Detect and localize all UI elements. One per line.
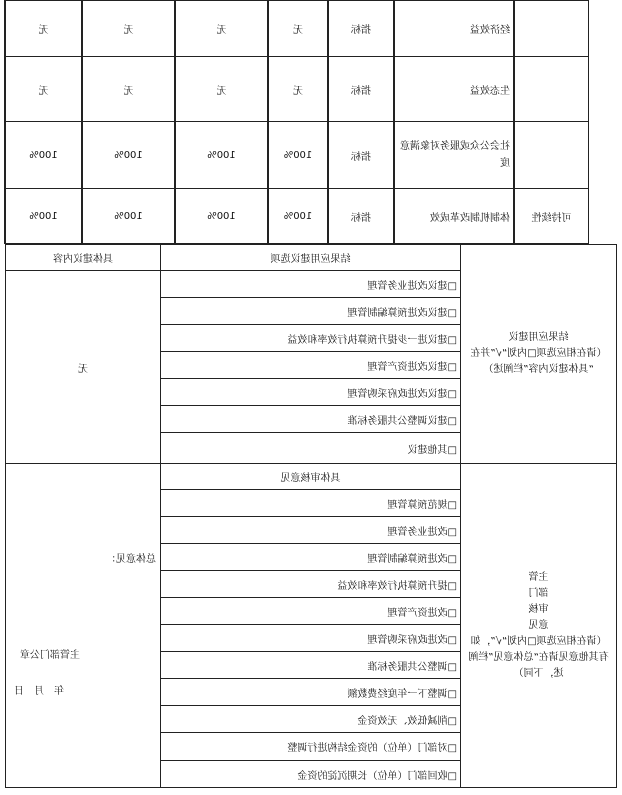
review-instruction: （请在相应选项□内划“√”，如 <box>470 635 607 647</box>
side-label: 可持续性 <box>514 188 589 244</box>
seal-label: 主管部门公章 <box>20 650 80 661</box>
divider <box>589 188 622 189</box>
date-label: 年 月 日 <box>14 686 64 697</box>
indicator-value: 100% <box>82 121 175 189</box>
review-option: □改进资产管理 <box>160 597 461 625</box>
indicator-value: 100% <box>268 121 328 189</box>
side-blank <box>514 56 589 122</box>
indicator-value: 100% <box>5 121 82 189</box>
indicator-unit: 指标 <box>328 56 394 122</box>
review-option: □调整公共服务标准 <box>160 651 461 679</box>
result-content-header: 具体建议内容 <box>5 244 161 271</box>
indicator-value: 无 <box>5 0 82 57</box>
review-option: □削减低效、无效资金 <box>160 705 461 733</box>
performance-indicator-table <box>0 0 622 244</box>
indicator-value: 无 <box>175 0 268 57</box>
result-option: □建议进一步提升预算执行效率和效益 <box>160 324 461 352</box>
review-title-line: 意见 <box>528 619 549 631</box>
result-application-section <box>5 244 617 464</box>
result-option: □建议改进业务管理 <box>160 270 461 298</box>
review-option: □收回部门（单位）长期沉淀的资金 <box>160 760 461 788</box>
indicator-label: 体制机制改革成效 <box>394 188 514 244</box>
indicator-label: 生态效益 <box>394 56 514 122</box>
indicator-value: 100% <box>5 188 82 244</box>
review-title-line: 审核 <box>528 603 549 615</box>
result-option: □建议改进政府采购管理 <box>160 378 461 406</box>
result-content: 无 <box>5 270 161 464</box>
review-option: □提升预算执行效率和效益 <box>160 570 461 598</box>
side-blank <box>514 0 589 57</box>
indicator-value: 100% <box>175 188 268 244</box>
review-title-line: 部门 <box>528 587 549 599</box>
review-options-header: 具体审核意见 <box>160 463 461 490</box>
indicator-value: 100% <box>82 188 175 244</box>
result-option: □其他建议 <box>160 432 461 464</box>
result-title-block <box>460 244 617 464</box>
overall-opinion-box <box>5 463 161 788</box>
indicator-unit: 指标 <box>328 121 394 189</box>
indicator-value: 无 <box>268 56 328 122</box>
result-option: □建议改进资产管理 <box>160 351 461 379</box>
review-instruction: 述，下同） <box>513 667 564 679</box>
result-instruction: （请在相应选项□内划“√”并在 <box>470 348 607 359</box>
department-review-section <box>5 463 617 788</box>
indicator-label: 经济效益 <box>394 0 514 57</box>
review-title-line: 主管 <box>528 571 549 583</box>
indicator-value: 无 <box>82 56 175 122</box>
result-option: □建议调整公共服务标准 <box>160 405 461 433</box>
indicator-value: 100% <box>268 188 328 244</box>
indicator-unit: 指标 <box>328 188 394 244</box>
divider <box>4 0 5 244</box>
indicator-value: 无 <box>5 56 82 122</box>
review-option: □改进政府采购管理 <box>160 624 461 652</box>
result-option: □建议改进预算编制管理 <box>160 297 461 325</box>
overall-opinion-label: 总体意见： <box>106 554 156 565</box>
indicator-value: 无 <box>268 0 328 57</box>
review-instruction: 有其他意见请在“总体意见”栏阐 <box>468 651 609 663</box>
result-title: 结果应用建议 <box>508 332 569 343</box>
indicator-unit: 指标 <box>328 0 394 57</box>
review-title-block <box>460 463 617 788</box>
review-option: □对部门（单位）的资金结构进行调整 <box>160 732 461 761</box>
indicator-value: 100% <box>175 121 268 189</box>
indicator-value: 无 <box>82 0 175 57</box>
result-instruction: “具体建议内容”栏阐述） <box>483 364 594 375</box>
result-options-header: 结果应用建议选项 <box>160 244 461 271</box>
side-blank <box>514 121 589 189</box>
review-option: □改进业务管理 <box>160 516 461 544</box>
indicator-label: 社会公众或服务对象满意度 <box>394 121 514 189</box>
review-option: □改进预算编制管理 <box>160 543 461 571</box>
indicator-value: 无 <box>175 56 268 122</box>
review-option: □调整下一年度经费数额 <box>160 678 461 706</box>
review-option: □规范预算管理 <box>160 489 461 517</box>
